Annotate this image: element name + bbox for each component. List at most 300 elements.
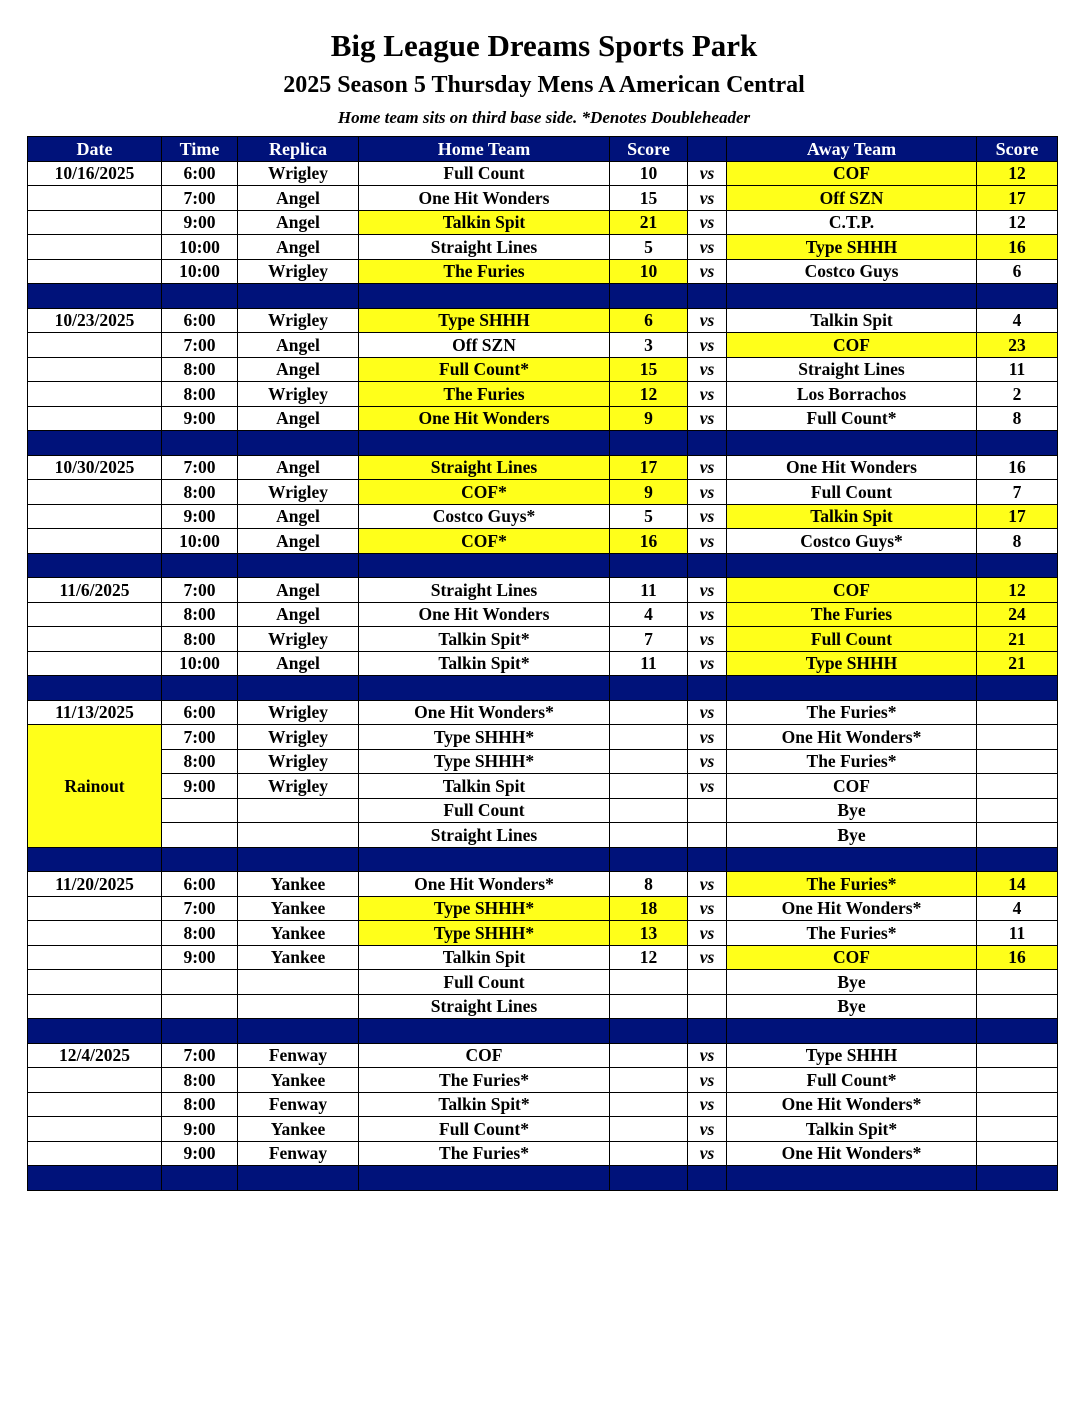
week-separator <box>28 553 1058 578</box>
game-date <box>28 259 162 284</box>
away-score <box>977 1141 1058 1166</box>
home-team: Talkin Spit* <box>359 1092 610 1117</box>
game-field: Angel <box>238 333 359 358</box>
separator-cell <box>162 431 238 456</box>
versus-label: vs <box>688 406 727 431</box>
game-date <box>28 1068 162 1093</box>
game-field: Wrigley <box>238 725 359 750</box>
away-score <box>977 823 1058 848</box>
game-time: 7:00 <box>162 896 238 921</box>
away-score: 24 <box>977 602 1058 627</box>
game-date <box>28 357 162 382</box>
home-score: 18 <box>610 896 688 921</box>
versus-label: vs <box>688 749 727 774</box>
game-time: 10:00 <box>162 529 238 554</box>
game-row <box>28 455 1058 480</box>
game-time: 9:00 <box>162 1141 238 1166</box>
game-field: Yankee <box>238 1068 359 1093</box>
game-time: 10:00 <box>162 651 238 676</box>
away-team: Talkin Spit* <box>727 1117 977 1142</box>
separator-cell <box>238 847 359 872</box>
home-score: 5 <box>610 235 688 260</box>
separator-cell <box>727 676 977 701</box>
away-score: 7 <box>977 480 1058 505</box>
separator-cell <box>359 284 610 309</box>
separator-cell <box>610 431 688 456</box>
separator-cell <box>238 284 359 309</box>
game-field: Angel <box>238 357 359 382</box>
game-time: 7:00 <box>162 578 238 603</box>
away-score: 4 <box>977 896 1058 921</box>
game-field: Yankee <box>238 1117 359 1142</box>
separator-cell <box>28 284 162 309</box>
home-team: Full Count* <box>359 357 610 382</box>
home-team: The Furies <box>359 259 610 284</box>
versus-label: vs <box>688 308 727 333</box>
home-score: 17 <box>610 455 688 480</box>
versus-label: vs <box>688 1043 727 1068</box>
home-team: Straight Lines <box>359 578 610 603</box>
game-date: 11/6/2025 <box>28 578 162 603</box>
home-score <box>610 1068 688 1093</box>
game-date <box>28 504 162 529</box>
game-date <box>28 382 162 407</box>
home-team: One Hit Wonders* <box>359 700 610 725</box>
col-header-replica: Replica <box>238 137 359 162</box>
game-row <box>28 970 1058 995</box>
game-field: Wrigley <box>238 700 359 725</box>
separator-cell <box>238 431 359 456</box>
separator-cell <box>610 847 688 872</box>
game-field: Wrigley <box>238 749 359 774</box>
game-row <box>28 945 1058 970</box>
separator-cell <box>727 1166 977 1191</box>
game-field: Yankee <box>238 945 359 970</box>
versus-label: vs <box>688 455 727 480</box>
home-team: One Hit Wonders <box>359 602 610 627</box>
versus-label: vs <box>688 357 727 382</box>
away-score <box>977 1068 1058 1093</box>
game-field: Wrigley <box>238 480 359 505</box>
home-team: Talkin Spit <box>359 945 610 970</box>
versus-label <box>688 798 727 823</box>
versus-label: vs <box>688 161 727 186</box>
separator-cell <box>977 847 1058 872</box>
versus-label: vs <box>688 627 727 652</box>
away-team: Bye <box>727 994 977 1019</box>
away-score: 23 <box>977 333 1058 358</box>
game-time: 8:00 <box>162 382 238 407</box>
col-header-away-team: Away Team <box>727 137 977 162</box>
game-date: 10/16/2025 <box>28 161 162 186</box>
game-time: 7:00 <box>162 1043 238 1068</box>
separator-cell <box>610 1166 688 1191</box>
game-time: 8:00 <box>162 749 238 774</box>
away-team: The Furies* <box>727 921 977 946</box>
game-row <box>28 921 1058 946</box>
separator-cell <box>610 553 688 578</box>
home-score: 5 <box>610 504 688 529</box>
home-team: Talkin Spit <box>359 774 610 799</box>
game-time: 7:00 <box>162 455 238 480</box>
home-score <box>610 1117 688 1142</box>
versus-label: vs <box>688 259 727 284</box>
game-time: 8:00 <box>162 480 238 505</box>
game-date: 10/23/2025 <box>28 308 162 333</box>
away-team: Costco Guys <box>727 259 977 284</box>
game-time: 9:00 <box>162 210 238 235</box>
separator-cell <box>28 847 162 872</box>
separator-cell <box>977 676 1058 701</box>
home-score: 15 <box>610 186 688 211</box>
game-field: Angel <box>238 504 359 529</box>
game-row <box>28 529 1058 554</box>
away-score: 12 <box>977 210 1058 235</box>
home-score: 16 <box>610 529 688 554</box>
game-field: Angel <box>238 210 359 235</box>
game-time: 8:00 <box>162 357 238 382</box>
game-time: 6:00 <box>162 700 238 725</box>
game-row <box>28 725 1058 750</box>
away-team: Talkin Spit <box>727 504 977 529</box>
home-score: 11 <box>610 578 688 603</box>
away-team: One Hit Wonders* <box>727 1141 977 1166</box>
away-team: Costco Guys* <box>727 529 977 554</box>
game-date <box>28 1141 162 1166</box>
away-score: 6 <box>977 259 1058 284</box>
versus-label: vs <box>688 1092 727 1117</box>
home-team: Full Count <box>359 161 610 186</box>
game-row <box>28 700 1058 725</box>
page-subtitle: 2025 Season 5 Thursday Mens A American Central <box>283 72 805 98</box>
separator-cell <box>359 431 610 456</box>
versus-label: vs <box>688 480 727 505</box>
away-score <box>977 1117 1058 1142</box>
separator-cell <box>359 1166 610 1191</box>
game-time: 9:00 <box>162 406 238 431</box>
away-team: C.T.P. <box>727 210 977 235</box>
game-field: Angel <box>238 602 359 627</box>
game-date <box>28 406 162 431</box>
versus-label: vs <box>688 725 727 750</box>
away-team: Type SHHH <box>727 1043 977 1068</box>
game-field: Yankee <box>238 896 359 921</box>
game-field: Wrigley <box>238 774 359 799</box>
away-score: 2 <box>977 382 1058 407</box>
away-score <box>977 798 1058 823</box>
game-row <box>28 480 1058 505</box>
week-separator <box>28 1166 1058 1191</box>
game-row <box>28 774 1058 799</box>
home-score <box>610 970 688 995</box>
away-score: 16 <box>977 945 1058 970</box>
versus-label: vs <box>688 186 727 211</box>
separator-cell <box>359 676 610 701</box>
game-row <box>28 1068 1058 1093</box>
home-score: 6 <box>610 308 688 333</box>
home-team: Straight Lines <box>359 455 610 480</box>
game-field <box>238 970 359 995</box>
game-row <box>28 259 1058 284</box>
home-score <box>610 1092 688 1117</box>
game-field <box>238 798 359 823</box>
away-score <box>977 994 1058 1019</box>
separator-cell <box>359 847 610 872</box>
week-separator <box>28 676 1058 701</box>
home-score: 12 <box>610 382 688 407</box>
game-field: Angel <box>238 529 359 554</box>
versus-label: vs <box>688 896 727 921</box>
game-date <box>28 970 162 995</box>
away-team: Type SHHH <box>727 651 977 676</box>
home-score <box>610 774 688 799</box>
home-team: Talkin Spit* <box>359 627 610 652</box>
away-team: Bye <box>727 970 977 995</box>
separator-cell <box>610 284 688 309</box>
game-row <box>28 308 1058 333</box>
game-date <box>28 210 162 235</box>
home-team: COF* <box>359 480 610 505</box>
game-time: 10:00 <box>162 235 238 260</box>
game-time <box>162 798 238 823</box>
separator-cell <box>28 553 162 578</box>
game-row <box>28 798 1058 823</box>
away-score: 21 <box>977 651 1058 676</box>
home-team: One Hit Wonders <box>359 406 610 431</box>
game-date <box>28 529 162 554</box>
schedule-table <box>27 136 1058 1191</box>
game-row <box>28 210 1058 235</box>
away-team: One Hit Wonders* <box>727 725 977 750</box>
separator-cell <box>359 1019 610 1044</box>
game-date <box>28 921 162 946</box>
rainout-label: Rainout <box>28 725 162 848</box>
away-team: Full Count* <box>727 1068 977 1093</box>
away-score: 12 <box>977 161 1058 186</box>
home-team: Type SHHH <box>359 308 610 333</box>
separator-cell <box>977 431 1058 456</box>
away-team: COF <box>727 774 977 799</box>
home-team: Straight Lines <box>359 994 610 1019</box>
game-date <box>28 480 162 505</box>
away-team: Bye <box>727 798 977 823</box>
away-score: 8 <box>977 529 1058 554</box>
separator-cell <box>238 1166 359 1191</box>
versus-label: vs <box>688 382 727 407</box>
game-time: 7:00 <box>162 725 238 750</box>
separator-cell <box>977 284 1058 309</box>
game-row <box>28 651 1058 676</box>
home-score: 8 <box>610 872 688 897</box>
game-date <box>28 627 162 652</box>
home-team: The Furies* <box>359 1141 610 1166</box>
game-row <box>28 896 1058 921</box>
separator-cell <box>610 1019 688 1044</box>
game-row <box>28 406 1058 431</box>
week-separator <box>28 1019 1058 1044</box>
game-field: Wrigley <box>238 627 359 652</box>
separator-cell <box>162 1166 238 1191</box>
separator-cell <box>238 676 359 701</box>
away-score <box>977 970 1058 995</box>
away-score <box>977 774 1058 799</box>
game-date <box>28 1117 162 1142</box>
versus-label: vs <box>688 700 727 725</box>
versus-label <box>688 823 727 848</box>
away-score: 17 <box>977 186 1058 211</box>
home-team: One Hit Wonders <box>359 186 610 211</box>
versus-label: vs <box>688 651 727 676</box>
home-team: COF <box>359 1043 610 1068</box>
away-team: The Furies* <box>727 749 977 774</box>
separator-cell <box>688 284 727 309</box>
game-row <box>28 382 1058 407</box>
versus-label: vs <box>688 1141 727 1166</box>
game-time: 9:00 <box>162 945 238 970</box>
versus-label <box>688 970 727 995</box>
home-score: 7 <box>610 627 688 652</box>
home-team: The Furies* <box>359 1068 610 1093</box>
separator-cell <box>727 284 977 309</box>
separator-cell <box>162 284 238 309</box>
game-date <box>28 896 162 921</box>
home-score: 10 <box>610 259 688 284</box>
game-row <box>28 578 1058 603</box>
home-score: 4 <box>610 602 688 627</box>
away-team: Straight Lines <box>727 357 977 382</box>
game-time: 8:00 <box>162 602 238 627</box>
home-score: 11 <box>610 651 688 676</box>
versus-label <box>688 994 727 1019</box>
game-field: Wrigley <box>238 382 359 407</box>
separator-cell <box>977 553 1058 578</box>
versus-label: vs <box>688 504 727 529</box>
away-team: Los Borrachos <box>727 382 977 407</box>
game-row <box>28 504 1058 529</box>
versus-label: vs <box>688 1117 727 1142</box>
away-score: 21 <box>977 627 1058 652</box>
home-score <box>610 823 688 848</box>
home-team: Full Count <box>359 970 610 995</box>
home-team: Type SHHH* <box>359 725 610 750</box>
home-score: 9 <box>610 480 688 505</box>
away-team: The Furies <box>727 602 977 627</box>
home-team: Costco Guys* <box>359 504 610 529</box>
separator-cell <box>727 847 977 872</box>
game-field: Angel <box>238 578 359 603</box>
separator-cell <box>162 1019 238 1044</box>
game-date <box>28 333 162 358</box>
separator-cell <box>162 676 238 701</box>
home-score: 3 <box>610 333 688 358</box>
separator-cell <box>727 1019 977 1044</box>
game-row <box>28 357 1058 382</box>
home-score: 21 <box>610 210 688 235</box>
game-time <box>162 994 238 1019</box>
page-title: Big League Dreams Sports Park <box>330 28 758 63</box>
game-field: Angel <box>238 186 359 211</box>
away-team: Type SHHH <box>727 235 977 260</box>
separator-cell <box>162 553 238 578</box>
col-header-home-team: Home Team <box>359 137 610 162</box>
versus-label: vs <box>688 333 727 358</box>
game-field: Angel <box>238 651 359 676</box>
game-date <box>28 1092 162 1117</box>
separator-cell <box>688 553 727 578</box>
game-time: 7:00 <box>162 333 238 358</box>
game-field: Fenway <box>238 1141 359 1166</box>
week-separator <box>28 284 1058 309</box>
game-time <box>162 823 238 848</box>
versus-label: vs <box>688 872 727 897</box>
home-score: 10 <box>610 161 688 186</box>
game-field: Angel <box>238 406 359 431</box>
game-field: Fenway <box>238 1092 359 1117</box>
home-score <box>610 1043 688 1068</box>
home-score <box>610 700 688 725</box>
away-score: 17 <box>977 504 1058 529</box>
game-date: 10/30/2025 <box>28 455 162 480</box>
separator-cell <box>688 1019 727 1044</box>
home-team: Straight Lines <box>359 823 610 848</box>
game-date <box>28 186 162 211</box>
away-team: COF <box>727 945 977 970</box>
home-team: Talkin Spit* <box>359 651 610 676</box>
game-date: 12/4/2025 <box>28 1043 162 1068</box>
separator-cell <box>688 1166 727 1191</box>
game-row <box>28 823 1058 848</box>
separator-cell <box>238 1019 359 1044</box>
col-header-time: Time <box>162 137 238 162</box>
game-field <box>238 994 359 1019</box>
away-team: COF <box>727 161 977 186</box>
away-team: One Hit Wonders <box>727 455 977 480</box>
separator-cell <box>727 431 977 456</box>
game-time: 6:00 <box>162 308 238 333</box>
game-row <box>28 872 1058 897</box>
game-row <box>28 1141 1058 1166</box>
game-field: Wrigley <box>238 161 359 186</box>
game-row <box>28 1043 1058 1068</box>
game-date <box>28 602 162 627</box>
home-score <box>610 994 688 1019</box>
away-team: Bye <box>727 823 977 848</box>
away-team: Off SZN <box>727 186 977 211</box>
game-row <box>28 1092 1058 1117</box>
home-team: Type SHHH* <box>359 749 610 774</box>
home-score: 12 <box>610 945 688 970</box>
away-score: 8 <box>977 406 1058 431</box>
game-time: 9:00 <box>162 504 238 529</box>
versus-label: vs <box>688 945 727 970</box>
game-row <box>28 161 1058 186</box>
home-team: Full Count* <box>359 1117 610 1142</box>
game-time: 10:00 <box>162 259 238 284</box>
away-score: 11 <box>977 921 1058 946</box>
away-score <box>977 749 1058 774</box>
game-row <box>28 1117 1058 1142</box>
away-team: COF <box>727 578 977 603</box>
separator-cell <box>162 847 238 872</box>
versus-label: vs <box>688 235 727 260</box>
versus-label: vs <box>688 578 727 603</box>
game-time: 8:00 <box>162 921 238 946</box>
game-row <box>28 333 1058 358</box>
away-score: 16 <box>977 235 1058 260</box>
separator-cell <box>610 676 688 701</box>
col-header-home-score: Score <box>610 137 688 162</box>
away-team: Talkin Spit <box>727 308 977 333</box>
